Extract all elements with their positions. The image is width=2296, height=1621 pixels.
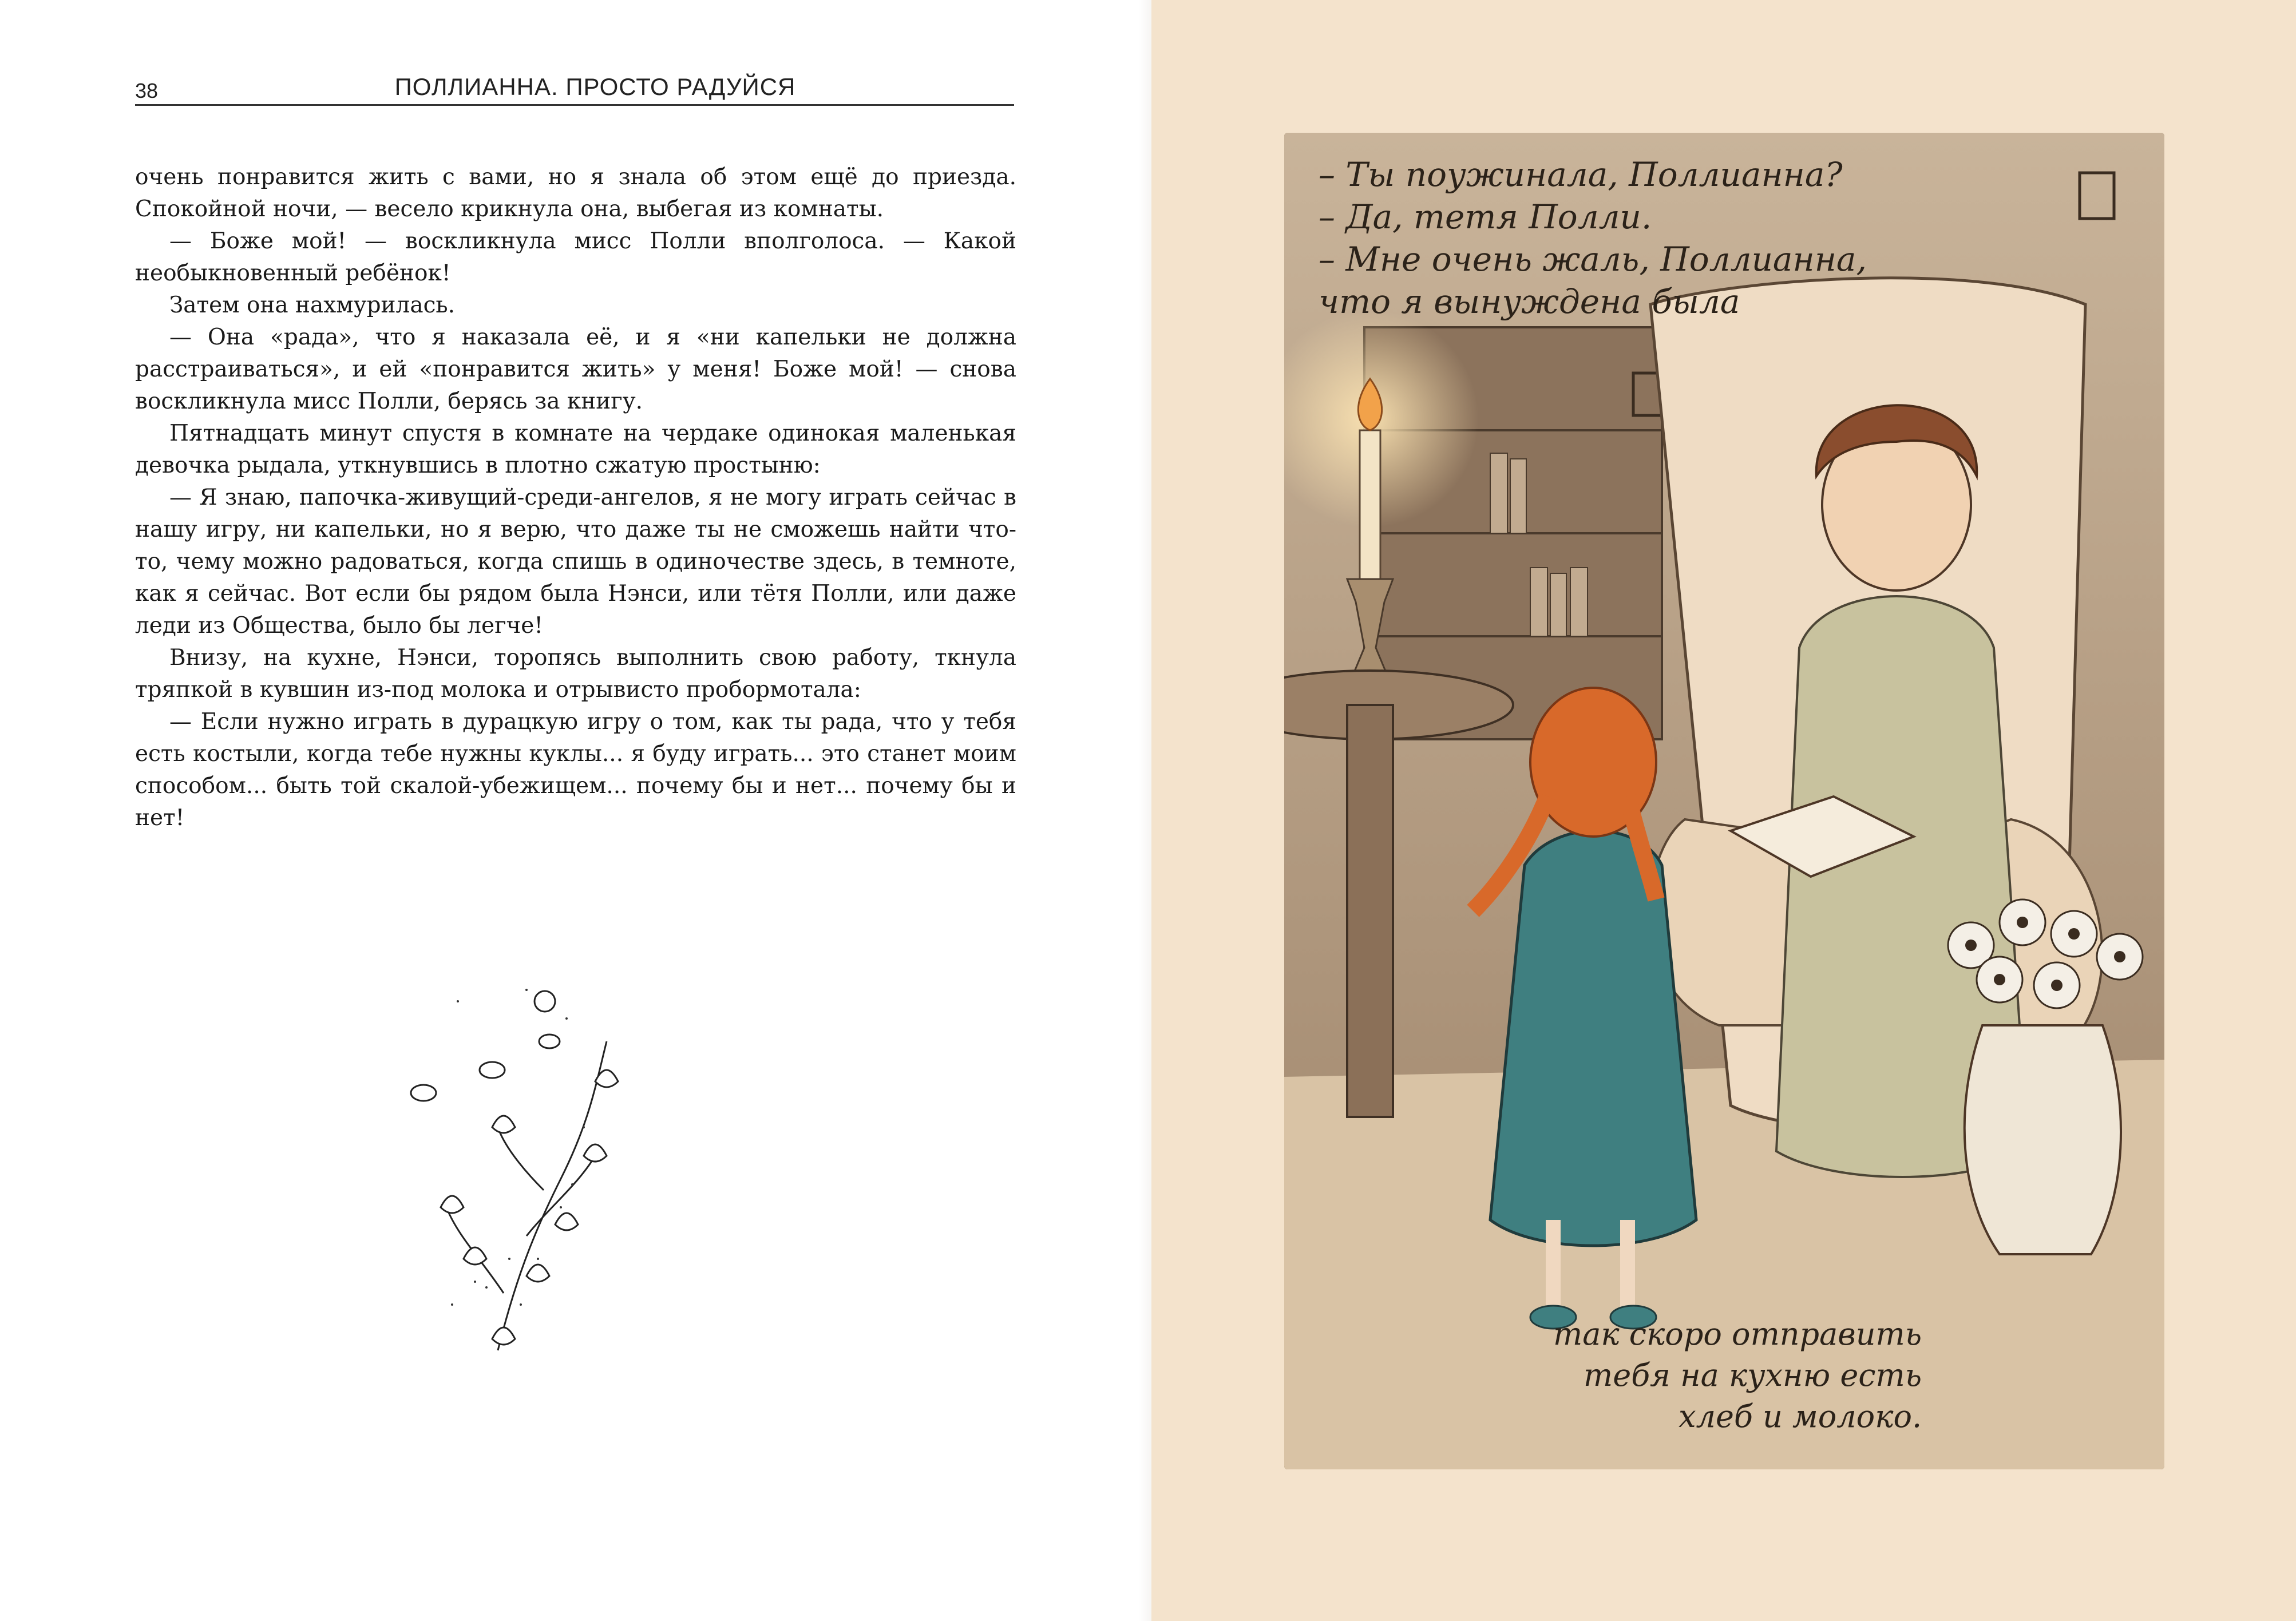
illustration-caption-bottom [1553, 1314, 1922, 1437]
caption-line: что я вынуждена была [1319, 282, 1740, 321]
body-text [135, 161, 1016, 834]
running-header-title: ПОЛЛИАННА. ПРОСТО РАДУЙСЯ [394, 73, 796, 100]
paragraph: — Она «рада», что я наказала её, и я «ни капельки не должна расстраиваться», и ей «понравится жить» у меня! Боже мой! — снова воскликнула мисс Полли, берясь за книгу. [135, 324, 1016, 414]
flower-vignette [389, 938, 630, 1385]
caption-line: тебя на кухню есть [1584, 1357, 1922, 1393]
paragraph: Пятнадцать минут спустя в комнате на чердаке одинокая маленькая девочка рыдала, уткнувшись в плотно сжатую простыню: [135, 421, 1016, 478]
paragraph: — Если нужно играть в дурацкую игру о том, как ты рада, что у тебя есть костыли, когда тебе нужны куклы... я буду играть... это станет моим способом... быть той скалой-убежищем... почему бы и нет... почему бы и нет! [135, 709, 1016, 831]
caption-line: – Мне очень жаль, Поллианна, [1319, 240, 1867, 279]
paragraph: Затем она нахмурилась. [169, 292, 456, 318]
paragraph: — Я знаю, папочка-живущий-среди-ангелов, я не могу играть сейчас в нашу игру, ни капельки, но я верю, что даже ты не сможешь найти что-то, чему можно радоваться, когда спишь в одиночестве здесь, в темноте, как я сейчас. Вот если бы рядом была Нэнси, или тётя Полли, или даже леди из Общества, было бы легче! [135, 485, 1016, 639]
header-rule [135, 104, 1014, 106]
caption-line: так скоро отправить [1553, 1316, 1922, 1352]
illustration [1284, 133, 2164, 1469]
caption-line: хлеб и молоко. [1679, 1398, 1922, 1434]
caption-line: – Ты поужинала, Поллианна? [1319, 155, 1843, 194]
caption-line: – Да, тетя Полли. [1319, 197, 1652, 236]
page-number: 38 [135, 79, 159, 102]
paragraph: — Боже мой! — воскликнула мисс Полли вполголоса. — Какой необыкновенный ребёнок! [135, 228, 1016, 286]
paragraph: Внизу, на кухне, Нэнси, торопясь выполнить свою работу, ткнула тряпкой в кувшин из-под молока и отрывисто пробормотала: [135, 645, 1016, 703]
paragraph: очень понравится жить с вами, но я знала об этом ещё до приезда. Спокойной ночи, — весело крикнула она, выбегая из комнаты. [135, 164, 1016, 222]
illustration-art [1284, 133, 2164, 1469]
illustration-caption-top [1319, 153, 1867, 323]
